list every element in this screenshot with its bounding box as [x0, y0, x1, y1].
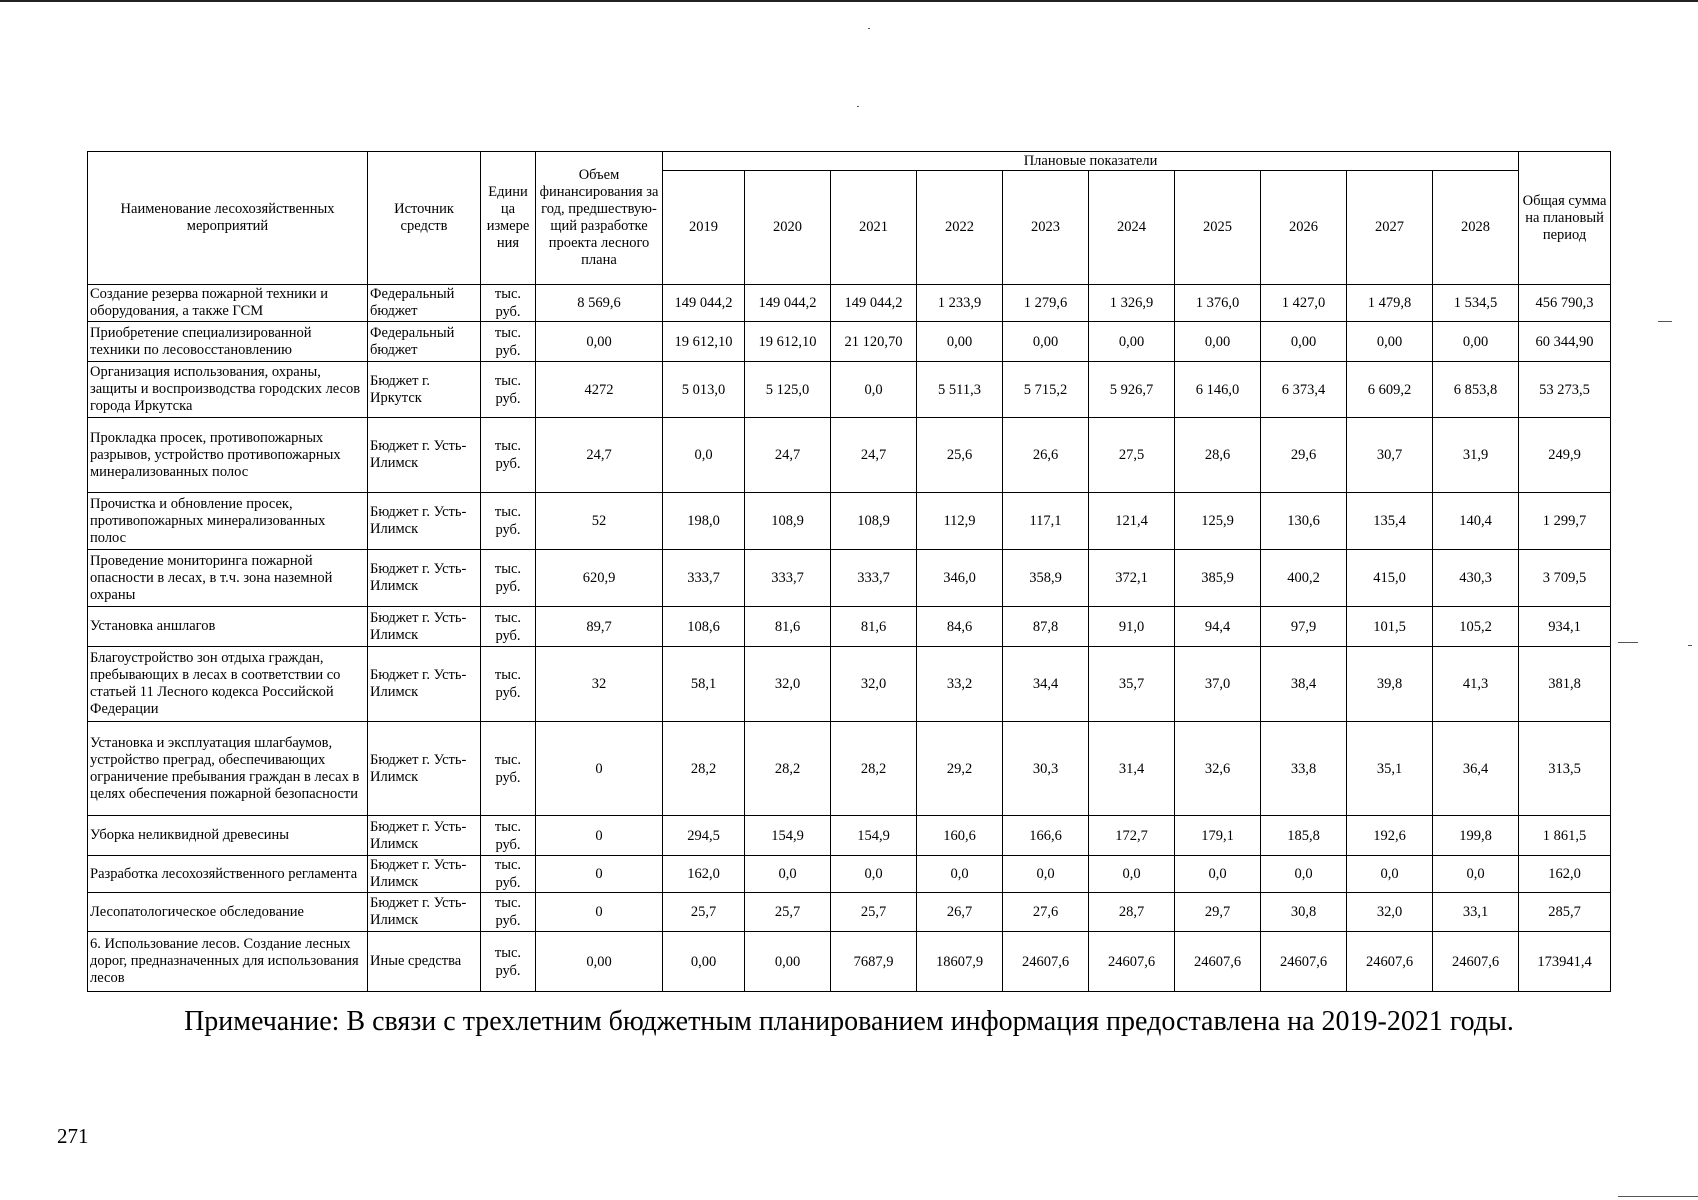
row-name: Создание резерва пожарной техники и оборудования, а также ГСМ — [88, 285, 368, 322]
row-value: 24607,6 — [1261, 932, 1347, 992]
row-value: 25,6 — [917, 418, 1003, 493]
header-year: 2025 — [1175, 171, 1261, 285]
row-prior: 0 — [536, 856, 663, 893]
row-total: 313,5 — [1519, 722, 1611, 816]
row-prior: 0 — [536, 722, 663, 816]
row-total: 285,7 — [1519, 893, 1611, 932]
row-name: 6. Использование лесов. Создание лесных дорог, предназначенных для использования лесов — [88, 932, 368, 992]
row-value: 1 326,9 — [1089, 285, 1175, 322]
row-prior: 0,00 — [536, 322, 663, 362]
row-name: Прочистка и обновление просек, противопожарных минерализованных полос — [88, 493, 368, 550]
forestry-plan-table — [87, 151, 1611, 992]
footnote: Примечание: В связи с трехлетним бюджетным планированием информация предоставлена на 2019-2021 годы. — [184, 1006, 1514, 1037]
header-year: 2027 — [1347, 171, 1433, 285]
table-row — [88, 322, 1611, 362]
row-value: 0,0 — [745, 856, 831, 893]
top-scan-edge — [0, 0, 1698, 2]
table-row — [88, 493, 1611, 550]
row-total: 60 344,90 — [1519, 322, 1611, 362]
row-source: Бюджет г. Усть-Илимск — [368, 856, 481, 893]
row-unit: тыс. руб. — [481, 322, 536, 362]
row-unit: тыс. руб. — [481, 893, 536, 932]
row-value: 346,0 — [917, 550, 1003, 607]
row-value: 33,1 — [1433, 893, 1519, 932]
row-value: 358,9 — [1003, 550, 1089, 607]
row-value: 25,7 — [745, 893, 831, 932]
row-value: 0,00 — [745, 932, 831, 992]
row-value: 81,6 — [745, 607, 831, 647]
row-value: 26,7 — [917, 893, 1003, 932]
header-source: Источник средств — [368, 152, 481, 285]
row-value: 166,6 — [1003, 816, 1089, 856]
row-value: 24607,6 — [1175, 932, 1261, 992]
row-unit: тыс. руб. — [481, 816, 536, 856]
row-value: 32,0 — [745, 647, 831, 722]
row-value: 179,1 — [1175, 816, 1261, 856]
row-unit: тыс. руб. — [481, 285, 536, 322]
row-value: 32,0 — [831, 647, 917, 722]
row-name: Прокладка просек, противопожарных разрывов, устройство противопожарных минерализованных полос — [88, 418, 368, 493]
row-total: 456 790,3 — [1519, 285, 1611, 322]
row-value: 430,3 — [1433, 550, 1519, 607]
row-value: 0,00 — [1433, 322, 1519, 362]
table-row — [88, 893, 1611, 932]
row-total: 934,1 — [1519, 607, 1611, 647]
row-value: 117,1 — [1003, 493, 1089, 550]
row-value: 31,9 — [1433, 418, 1519, 493]
row-value: 172,7 — [1089, 816, 1175, 856]
row-prior: 52 — [536, 493, 663, 550]
table-body — [88, 285, 1611, 992]
row-value: 1 376,0 — [1175, 285, 1261, 322]
row-source: Бюджет г. Усть-Илимск — [368, 418, 481, 493]
row-source: Бюджет г. Усть-Илимск — [368, 722, 481, 816]
row-value: 149 044,2 — [663, 285, 745, 322]
row-prior: 4272 — [536, 362, 663, 418]
row-unit: тыс. руб. — [481, 647, 536, 722]
row-value: 1 534,5 — [1433, 285, 1519, 322]
row-value: 0,00 — [663, 932, 745, 992]
row-value: 32,0 — [1347, 893, 1433, 932]
row-value: 28,2 — [831, 722, 917, 816]
row-source: Бюджет г. Усть-Илимск — [368, 893, 481, 932]
row-value: 21 120,70 — [831, 322, 917, 362]
row-value: 28,2 — [663, 722, 745, 816]
row-value: 0,00 — [1261, 322, 1347, 362]
row-value: 101,5 — [1347, 607, 1433, 647]
row-value: 149 044,2 — [745, 285, 831, 322]
row-value: 58,1 — [663, 647, 745, 722]
scan-speck — [1688, 645, 1692, 646]
row-total: 1 299,7 — [1519, 493, 1611, 550]
row-value: 1 479,8 — [1347, 285, 1433, 322]
row-unit: тыс. руб. — [481, 550, 536, 607]
row-value: 87,8 — [1003, 607, 1089, 647]
row-value: 27,6 — [1003, 893, 1089, 932]
row-value: 91,0 — [1089, 607, 1175, 647]
row-value: 0,0 — [1261, 856, 1347, 893]
row-value: 30,8 — [1261, 893, 1347, 932]
row-value: 0,0 — [1433, 856, 1519, 893]
header-row-top — [88, 152, 1611, 171]
row-value: 415,0 — [1347, 550, 1433, 607]
row-source: Федеральный бюджет — [368, 322, 481, 362]
row-value: 333,7 — [745, 550, 831, 607]
row-value: 121,4 — [1089, 493, 1175, 550]
header-year: 2028 — [1433, 171, 1519, 285]
row-value: 1 427,0 — [1261, 285, 1347, 322]
table-row — [88, 932, 1611, 992]
row-value: 0,00 — [1347, 322, 1433, 362]
header-unit: Едини ца измере ния — [481, 152, 536, 285]
row-value: 34,4 — [1003, 647, 1089, 722]
row-value: 125,9 — [1175, 493, 1261, 550]
row-name: Установка аншлагов — [88, 607, 368, 647]
row-value: 81,6 — [831, 607, 917, 647]
row-value: 24,7 — [745, 418, 831, 493]
header-year: 2024 — [1089, 171, 1175, 285]
table-row — [88, 816, 1611, 856]
row-value: 0,00 — [917, 322, 1003, 362]
row-prior: 0,00 — [536, 932, 663, 992]
row-value: 35,1 — [1347, 722, 1433, 816]
row-value: 108,6 — [663, 607, 745, 647]
row-source: Бюджет г. Усть-Илимск — [368, 493, 481, 550]
row-total: 249,9 — [1519, 418, 1611, 493]
row-value: 140,4 — [1433, 493, 1519, 550]
row-value: 7687,9 — [831, 932, 917, 992]
row-value: 24607,6 — [1089, 932, 1175, 992]
row-value: 18607,9 — [917, 932, 1003, 992]
table-row — [88, 550, 1611, 607]
row-value: 30,3 — [1003, 722, 1089, 816]
row-total: 381,8 — [1519, 647, 1611, 722]
row-name: Организация использования, охраны, защиты и воспроизводства городских лесов города Иркутска — [88, 362, 368, 418]
row-value: 108,9 — [745, 493, 831, 550]
row-value: 6 146,0 — [1175, 362, 1261, 418]
row-value: 30,7 — [1347, 418, 1433, 493]
row-value: 31,4 — [1089, 722, 1175, 816]
table-row — [88, 285, 1611, 322]
row-value: 0,0 — [1089, 856, 1175, 893]
row-source: Иные средства — [368, 932, 481, 992]
table-row — [88, 418, 1611, 493]
row-value: 28,2 — [745, 722, 831, 816]
header-year: 2026 — [1261, 171, 1347, 285]
row-value: 0,0 — [1003, 856, 1089, 893]
row-total: 1 861,5 — [1519, 816, 1611, 856]
row-name: Проведение мониторинга пожарной опасности в лесах, в т.ч. зона наземной охраны — [88, 550, 368, 607]
header-year: 2022 — [917, 171, 1003, 285]
row-name: Разработка лесохозяйственного регламента — [88, 856, 368, 893]
row-unit: тыс. руб. — [481, 607, 536, 647]
row-value: 0,0 — [663, 418, 745, 493]
row-value: 0,0 — [831, 856, 917, 893]
row-value: 185,8 — [1261, 816, 1347, 856]
row-value: 5 926,7 — [1089, 362, 1175, 418]
row-value: 24607,6 — [1347, 932, 1433, 992]
row-unit: тыс. руб. — [481, 932, 536, 992]
row-value: 0,00 — [1175, 322, 1261, 362]
row-total: 3 709,5 — [1519, 550, 1611, 607]
scan-speck — [1658, 321, 1672, 322]
row-value: 32,6 — [1175, 722, 1261, 816]
row-value: 33,8 — [1261, 722, 1347, 816]
scan-speck — [1618, 642, 1638, 643]
row-value: 135,4 — [1347, 493, 1433, 550]
row-value: 6 373,4 — [1261, 362, 1347, 418]
row-source: Бюджет г. Усть-Илимск — [368, 550, 481, 607]
row-value: 27,5 — [1089, 418, 1175, 493]
row-source: Бюджет г. Усть-Илимск — [368, 816, 481, 856]
row-value: 0,0 — [917, 856, 1003, 893]
row-value: 108,9 — [831, 493, 917, 550]
table-row — [88, 607, 1611, 647]
row-value: 372,1 — [1089, 550, 1175, 607]
row-value: 0,0 — [1175, 856, 1261, 893]
row-value: 1 233,9 — [917, 285, 1003, 322]
row-value: 33,2 — [917, 647, 1003, 722]
header-total: Общая сумма на плановый период — [1519, 152, 1611, 285]
row-prior: 0 — [536, 893, 663, 932]
row-name: Приобретение специализированной техники по лесовосстановлению — [88, 322, 368, 362]
row-value: 0,0 — [831, 362, 917, 418]
row-value: 5 715,2 — [1003, 362, 1089, 418]
table-row — [88, 647, 1611, 722]
row-value: 6 853,8 — [1433, 362, 1519, 418]
row-source: Бюджет г. Усть-Илимск — [368, 647, 481, 722]
row-value: 149 044,2 — [831, 285, 917, 322]
row-value: 105,2 — [1433, 607, 1519, 647]
row-value: 5 511,3 — [917, 362, 1003, 418]
row-value: 385,9 — [1175, 550, 1261, 607]
row-source: Бюджет г. Иркутск — [368, 362, 481, 418]
row-value: 41,3 — [1433, 647, 1519, 722]
row-value: 1 279,6 — [1003, 285, 1089, 322]
row-prior: 0 — [536, 816, 663, 856]
row-source: Бюджет г. Усть-Илимск — [368, 607, 481, 647]
row-name: Уборка неликвидной древесины — [88, 816, 368, 856]
row-value: 199,8 — [1433, 816, 1519, 856]
table-row — [88, 722, 1611, 816]
row-value: 19 612,10 — [745, 322, 831, 362]
row-value: 112,9 — [917, 493, 1003, 550]
row-value: 29,2 — [917, 722, 1003, 816]
scan-speck — [857, 106, 859, 107]
page-number: 271 — [57, 1124, 89, 1148]
row-value: 160,6 — [917, 816, 1003, 856]
header-year: 2020 — [745, 171, 831, 285]
row-value: 154,9 — [831, 816, 917, 856]
row-name: Лесопатологическое обследование — [88, 893, 368, 932]
row-value: 29,7 — [1175, 893, 1261, 932]
header-year: 2019 — [663, 171, 745, 285]
row-value: 36,4 — [1433, 722, 1519, 816]
row-source: Федеральный бюджет — [368, 285, 481, 322]
row-value: 333,7 — [831, 550, 917, 607]
row-value: 0,00 — [1003, 322, 1089, 362]
row-unit: тыс. руб. — [481, 493, 536, 550]
row-value: 84,6 — [917, 607, 1003, 647]
header-name: Наименование лесохозяйственных мероприятий — [88, 152, 368, 285]
row-value: 24607,6 — [1003, 932, 1089, 992]
row-value: 25,7 — [663, 893, 745, 932]
row-value: 94,4 — [1175, 607, 1261, 647]
row-value: 5 125,0 — [745, 362, 831, 418]
row-unit: тыс. руб. — [481, 856, 536, 893]
row-name: Установка и эксплуатация шлагбаумов, устройство преград, обеспечивающих ограничение пребывания граждан в лесах в целях обеспечения пожарной безопасности — [88, 722, 368, 816]
header-year: 2021 — [831, 171, 917, 285]
row-total: 162,0 — [1519, 856, 1611, 893]
scan-speck — [868, 28, 870, 29]
row-value: 37,0 — [1175, 647, 1261, 722]
row-value: 29,6 — [1261, 418, 1347, 493]
row-value: 333,7 — [663, 550, 745, 607]
table-row — [88, 856, 1611, 893]
row-prior: 8 569,6 — [536, 285, 663, 322]
row-unit: тыс. руб. — [481, 418, 536, 493]
row-value: 35,7 — [1089, 647, 1175, 722]
header-year: 2023 — [1003, 171, 1089, 285]
row-unit: тыс. руб. — [481, 722, 536, 816]
row-value: 24,7 — [831, 418, 917, 493]
table-row — [88, 362, 1611, 418]
header-planned-group: Плановые показатели — [663, 152, 1519, 171]
row-value: 0,0 — [1347, 856, 1433, 893]
row-value: 162,0 — [663, 856, 745, 893]
row-value: 39,8 — [1347, 647, 1433, 722]
row-value: 97,9 — [1261, 607, 1347, 647]
row-value: 24607,6 — [1433, 932, 1519, 992]
row-prior: 89,7 — [536, 607, 663, 647]
row-value: 25,7 — [831, 893, 917, 932]
row-value: 130,6 — [1261, 493, 1347, 550]
row-prior: 620,9 — [536, 550, 663, 607]
row-prior: 24,7 — [536, 418, 663, 493]
row-total: 173941,4 — [1519, 932, 1611, 992]
row-value: 28,6 — [1175, 418, 1261, 493]
scan-speck — [1618, 1196, 1698, 1197]
row-value: 19 612,10 — [663, 322, 745, 362]
row-value: 0,00 — [1089, 322, 1175, 362]
row-value: 6 609,2 — [1347, 362, 1433, 418]
row-value: 38,4 — [1261, 647, 1347, 722]
row-value: 198,0 — [663, 493, 745, 550]
row-name: Благоустройство зон отдыха граждан, пребывающих в лесах в соответствии со статьей 11 Лесного кодекса Российской Федерации — [88, 647, 368, 722]
row-value: 400,2 — [1261, 550, 1347, 607]
row-prior: 32 — [536, 647, 663, 722]
row-value: 154,9 — [745, 816, 831, 856]
row-unit: тыс. руб. — [481, 362, 536, 418]
row-value: 294,5 — [663, 816, 745, 856]
row-value: 192,6 — [1347, 816, 1433, 856]
row-value: 28,7 — [1089, 893, 1175, 932]
row-value: 5 013,0 — [663, 362, 745, 418]
row-total: 53 273,5 — [1519, 362, 1611, 418]
row-value: 26,6 — [1003, 418, 1089, 493]
header-prior-volume: Объем финансирования за год, предшествую- щий разработке проекта лесного плана — [536, 152, 663, 285]
